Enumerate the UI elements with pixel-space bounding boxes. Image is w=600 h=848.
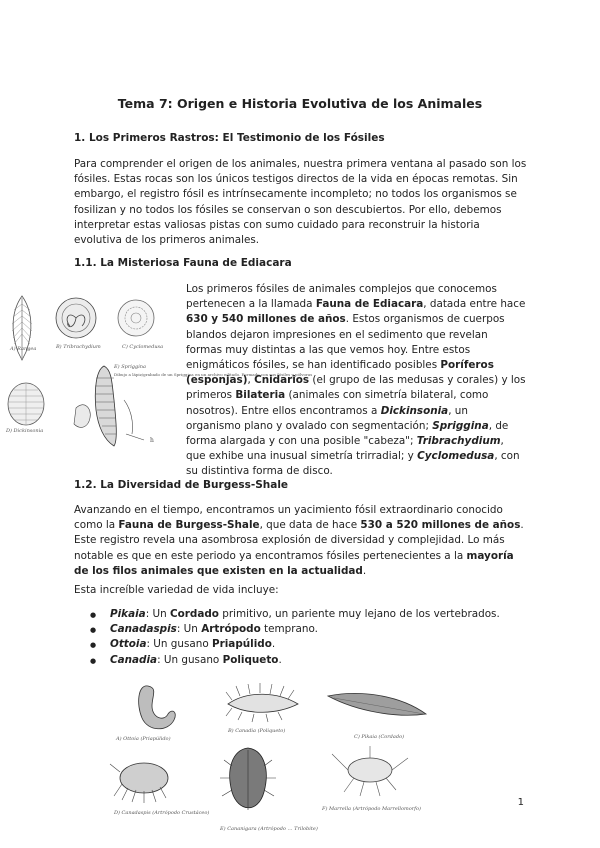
burgess-shale-list xyxy=(92,607,500,668)
caption-rangea: A) Rangea xyxy=(10,346,37,352)
list-item: ● Pikaia: Un Cordado primitivo, un pariente muy lejano de los vertebrados. xyxy=(92,607,500,622)
page-title: Tema 7: Origen e Historia Evolutiva de los Animales xyxy=(117,96,483,111)
cyclomedusa-fossil-drawing xyxy=(118,300,154,336)
caption-canadaspis: D) Canadaspis (Artrópodo Crustáceo) xyxy=(114,810,210,816)
dickinsonia-fossil-drawing xyxy=(8,383,44,425)
caption-tribrachydium: B) Tribrachydium xyxy=(56,344,101,350)
caption-marrella: F) Marrella (Artrópodo Marrellomorfo) xyxy=(322,806,421,812)
canadaspis-fossil-drawing xyxy=(110,763,168,803)
caption-canadia: B) Canadia (Poliqueto) xyxy=(228,728,286,734)
section-1-paragraph: Para comprender el origen de los animales, nuestra primera ventana al pasado son los fósiles. Estas rocas son los únicos testigos directos de la vida en épocas remotas. Sin embargo, el registro fósil es intrínsecamente incompleto; no todos los organismos se fosilizan y no todos los fósiles se conservan o son descubiertos. Por ello, debemos interpretar estas valiosas pistas con sumo cuidado para reconstruir la historia evolutiva de los primeros animales. xyxy=(74,158,527,247)
caption-pikaia: C) Pikaia (Cordado) xyxy=(354,734,405,740)
list-intro: Esta increíble variedad de vida incluye: xyxy=(74,584,279,596)
list-item: ● Canadia: Un gusano Poliqueto. xyxy=(92,653,500,668)
page-number: 1 xyxy=(517,797,524,808)
trilobite-fossil-drawing xyxy=(220,748,276,810)
pikaia-fossil-drawing xyxy=(328,693,426,715)
caption-h: h xyxy=(150,437,154,444)
caption-trilobite: E) Cananigara (Artrópodo … Trilobite) xyxy=(220,826,318,832)
list-item: ● Ottoia: Un gusano Priapúlido. xyxy=(92,637,500,652)
caption-spriggina-note: Dibujo a lápiz/grabado de un Spriggina en un archivo editado. Formado con sus fósiles y pólvoras xyxy=(114,372,313,377)
section-1-1-heading: 1.1. La Misteriosa Fauna de Ediacara xyxy=(74,257,292,269)
section-1-heading: 1. Los Primeros Rastros: El Testimonio de los Fósiles xyxy=(74,132,385,144)
ottoia-fossil-drawing xyxy=(139,686,176,729)
ediacara-fauna-figure xyxy=(4,290,313,450)
burgess-shale-figure xyxy=(108,674,440,832)
caption-dickinsonia: D) Dickinsonia xyxy=(6,428,44,434)
caption-spriggina: E) Spriggina xyxy=(114,364,147,370)
section-1-1-paragraph: Los primeros fósiles de animales complejos que conocemos pertenecen a la llamada Fauna de Ediacara, datada entre hace 630 y 540 millones de años. Estos organismos de cuerpos blandos dejaron impresiones en el sedimento que revelan formas muy distintas a las que vemos hoy. Entre estos enigmáticos fósiles, se han identificado posibles Poríferos (esponjas), Cnidarios (el grupo de las medusas y corales) y los primeros Bilateria (animales con simetría bilateral, como nosotros). Entre ellos encontramos a Dickinsonia, un organismo plano y ovalado con segmentación; Spriggina, de forma alargada y con una posible "cabeza"; Tribrachydium, que exhibe una inusual simetría trirradial; y Cyclomedusa, con su distintiva forma de disco. xyxy=(186,283,526,478)
caption-ottoia: A) Ottoia (Priapúlido) xyxy=(116,736,171,742)
canadia-fossil-drawing xyxy=(226,683,298,722)
tribrachydium-fossil-drawing xyxy=(56,298,96,338)
section-1-2-heading: 1.2. La Diversidad de Burgess-Shale xyxy=(74,479,289,491)
marrella-fossil-drawing xyxy=(332,746,408,796)
list-item: ● Canadaspis: Un Artrópodo temprano. xyxy=(92,622,500,637)
section-1-2-paragraph: Avanzando en el tiempo, encontramos un yacimiento fósil extraordinario conocido como la Fauna de Burgess-Shale, que data de hace 530 a 520 millones de años. Este registro revela una asombrosa explosión de diversidad y complejidad. Lo más notable es que en este periodo ya encontramos fósiles pertenecientes a la mayoría de los filos animales que existen en la actualidad. xyxy=(74,504,524,577)
spriggina-fossil-drawing xyxy=(74,366,144,446)
caption-cyclomedusa: C) Cyclomedusa xyxy=(122,344,164,350)
